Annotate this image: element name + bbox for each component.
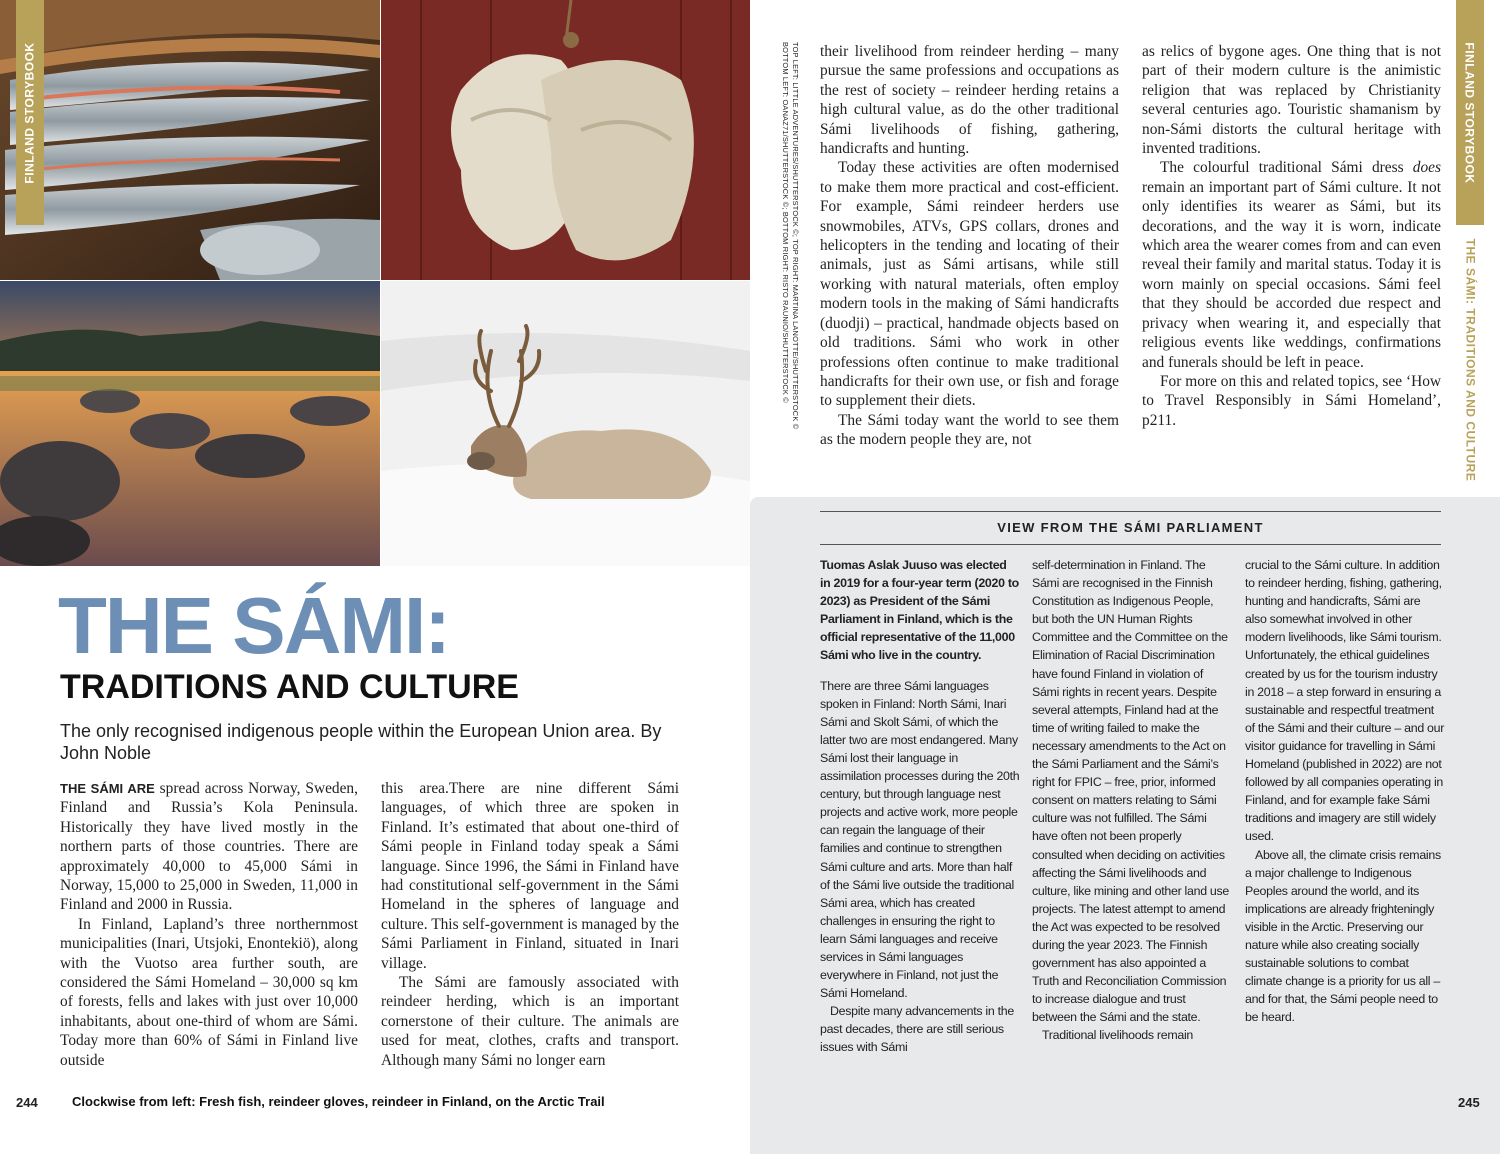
article-subtitle: TRADITIONS AND CULTURE: [60, 668, 519, 706]
emphasis-text: does: [1412, 159, 1441, 177]
sidebar-paragraph: Traditional livelihoods remain: [1042, 1028, 1194, 1043]
article-paragraph: For more on this and related topics, see ‘How to Travel Responsibly in Sámi Homeland’, p211.: [1142, 372, 1441, 429]
article-paragraph: The Sámi today want the world to see them as the modern people they are, not: [820, 411, 1119, 449]
running-head-tab-right: [1456, 0, 1484, 225]
article-title: THE SÁMI:: [58, 581, 449, 670]
sidebar-paragraph: There are three Sámi languages spoken in Finland: North Sámi, Inari Sámi and Skolt Sámi, of which the latter two are most endangered. Many Sámi lost their language in assimilation processes during the 20th century, but through language nest projects and active work, more people can regain the language of their families and continue to strengthen Sámi culture and arts. More than half of the Sámi live outside the traditional Sámi area, which has created challenges in ensuring the right to learn Sámi languages and receive services in Sámi languages everywhere in Finland, not just the Sámi Homeland.: [820, 678, 1020, 1001]
article-column-4: [1142, 42, 1441, 430]
article-paragraph: [60, 779, 358, 915]
page-number-left: 244: [16, 1095, 38, 1110]
article-paragraph: this area.There are nine different Sámi languages, of which three are spoken in Finland. It’s estimated that about one-third of Sámi people in Finland today speak a Sámi language. Since 1996, the Sámi in Finland have had constitutional self-government in the Sámi Homeland in the spheres of language and culture. This self-government is managed by the Sámi Parliament in Finland, situated in Inari village.: [381, 780, 679, 972]
article-paragraph: as relics of bygone ages. One thing that is not part of their modern culture is the animistic religion that was replaced by Christianity several centuries ago. Touristic shamanism by non-Sámi distorts the cultural heritage with invented traditions.: [1142, 43, 1441, 158]
article-column-1: [60, 779, 358, 1070]
photo-reindeer-gloves: [381, 0, 750, 280]
section-label-text: THE SÁMI: TRADITIONS AND CULTURE: [1463, 238, 1477, 482]
sidebar-intro: Tuomas Aslak Juuso was elected in 2019 for a four-year term (2020 to 2023) as President of the Sámi Parliament in Finland, which is the official representative of the 11,000 Sámi who live in the country.: [820, 558, 1019, 663]
article-column-3: [820, 42, 1119, 450]
article-paragraph: The Sámi are famously associated with reindeer herding, which is an important cornerstone of their culture. The animals are used for meat, clothes, crafts and transport. Although many Sámi no longer earn: [381, 974, 679, 1069]
article-paragraph: Today these activities are often modernised to make them more practical and cost-efficient. For example, Sámi reindeer herders use snowmobiles, ATVs, GPS collars, drones and helicopters in the tending and locating of their animals, just as Sámi artisans, while still working with natural materials, often employ modern tools in the making of Sámi handicrafts (duodji) – practical, handmade objects based on old traditions. Sámi who work in other professions often continue to make traditional handicrafts for their own use, or fish and forage to supplement their diets.: [820, 159, 1119, 410]
article-paragraph: [1142, 158, 1441, 371]
running-head-tab-left: [16, 0, 44, 225]
paragraph-text: The colourful traditional Sámi dress: [1160, 159, 1413, 177]
page-number-right: 245: [1458, 1095, 1480, 1110]
sidebar-column-1: [820, 556, 1020, 1057]
lead-in: THE SÁMI ARE: [60, 781, 155, 796]
sidebar-rule: [820, 511, 1441, 512]
running-head-left: FINLAND STORYBOOK: [23, 41, 38, 184]
sidebar-column-3: [1245, 556, 1445, 1026]
paragraph-text: spread across Norway, Sweden, Finland and Russia’s Kola Peninsula. Historically they have lived mostly in the northern parts of those countries. There are approximately 40,000 to 45,000 Sámi in Norway, 15,000 to 25,000 in Sweden, 11,000 in Finland and 2000 in Russia.: [60, 780, 358, 914]
article-paragraph: their livelihood from reindeer herding – many pursue the same professions and occupations as the rest of society – reindeer herding retains a high cultural value, as do the other traditional Sámi livelihoods of fishing, gathering, handicrafts and hunting.: [820, 43, 1119, 158]
photo-caption: Clockwise from left: Fresh fish, reindeer gloves, reindeer in Finland, on the Arctic Trail: [72, 1094, 605, 1109]
sidebar-heading: VIEW FROM THE SÁMI PARLIAMENT: [997, 520, 1264, 535]
photo-credits: [770, 42, 806, 482]
photo-reindeer-in-snow: [381, 281, 750, 566]
sidebar-column-2: [1032, 556, 1232, 1045]
section-label: [1456, 230, 1484, 490]
sidebar-paragraph: Despite many advancements in the past decades, there are still serious issues with Sámi: [820, 1004, 1014, 1055]
article-column-2: [381, 779, 679, 1070]
sidebar-paragraph: self-determination in Finland. The Sámi are recognised in the Finnish Constitution as Indigenous People, but both the UN Human Rights Committee and the Committee on the Elimination of Racial Discrimination have found Finland in violation of Sámi rights in recent years. Despite several attempts, Finland had at the time of writing failed to make the necessary amendments to the Act on the Sámi Parliament and the Sámi’s right for FPIC – free, prior, informed consent on matters relating to Sámi culture was not fulfilled. The Sámi have often not been properly consulted when deciding on activities affecting the Sámi livelihoods and culture, like mining and other land use projects. The latest attempt to amend the Act was expected to be resolved during the year 2023. The Finnish government has also appointed a Truth and Reconciliation Commission to increase dialogue and trust between the Sámi and the state.: [1032, 558, 1229, 1025]
running-head-right: FINLAND STORYBOOK: [1463, 41, 1478, 184]
photo-credit-line: TOP LEFT: LITTLE ADVENTURES/SHUTTERSTOCK ©; TOP RIGHT: MARTINA LANOTTE/SHUTTERSTOCK ©: [791, 42, 800, 430]
sidebar-paragraph: Above all, the climate crisis remains a major challenge to Indigenous Peoples around the world, and its implications are already frighteningly visible in the Arctic. Preserving our nature while also creating socially sustainable solutions to combat climate change is a priority for us all – and for that, the Sámi people need to be heard.: [1245, 847, 1441, 1025]
standfirst: The only recognised indigenous people within the European Union area. By John Noble: [60, 721, 662, 763]
sidebar-paragraph: crucial to the Sámi culture. In addition to reindeer herding, fishing, gathering, hunting and handicrafts, Sámi are also somewhat involved in other modern livelihoods, like Sámi tourism. Unfortunately, the ethical guidelines created by us for the tourism industry in 2018 – a step forward in ensuring a sustainable and respectful treatment of the Sámi and their culture – and our visitor guidance for travelling in Sámi Homeland (published in 2022) are not followed by all companies operating in Finland, and for example fake Sámi traditions and imagery are still widely used.: [1245, 558, 1445, 844]
photo-arctic-trail: [0, 281, 380, 566]
article-paragraph: In Finland, Lapland’s three northernmost municipalities (Inari, Utsjoki, Enontekiö), along with the Vuotso area further south, are considered the Sámi Homeland – 30,000 sq km of forests, fells and lakes with just over 10,000 inhabitants, about one-third of whom are Sámi. Today more than 60% of Sámi in Finland live outside: [60, 915, 358, 1069]
photo-fresh-fish: [0, 0, 380, 280]
paragraph-text: remain an important part of Sámi culture. It not only identifies its wearer as Sámi, but its decorations, and the way it is worn, indicate which area the wearer comes from and can even reveal their family and marital status. Today it is worn mainly on special occasions. Sámi feel that they should be accorded due respect and privacy when wearing it, and especially that religious events like weddings, confirmations and funerals should be left in peace.: [1142, 178, 1441, 371]
sidebar-rule: [820, 544, 1441, 545]
photo-credit-line: BOTTOM LEFT: OANAZ71/SHUTTERSTOCK ©; BOTTOM RIGHT: RISTO RAUNIO/SHUTTERSTOCK ©: [781, 42, 790, 403]
